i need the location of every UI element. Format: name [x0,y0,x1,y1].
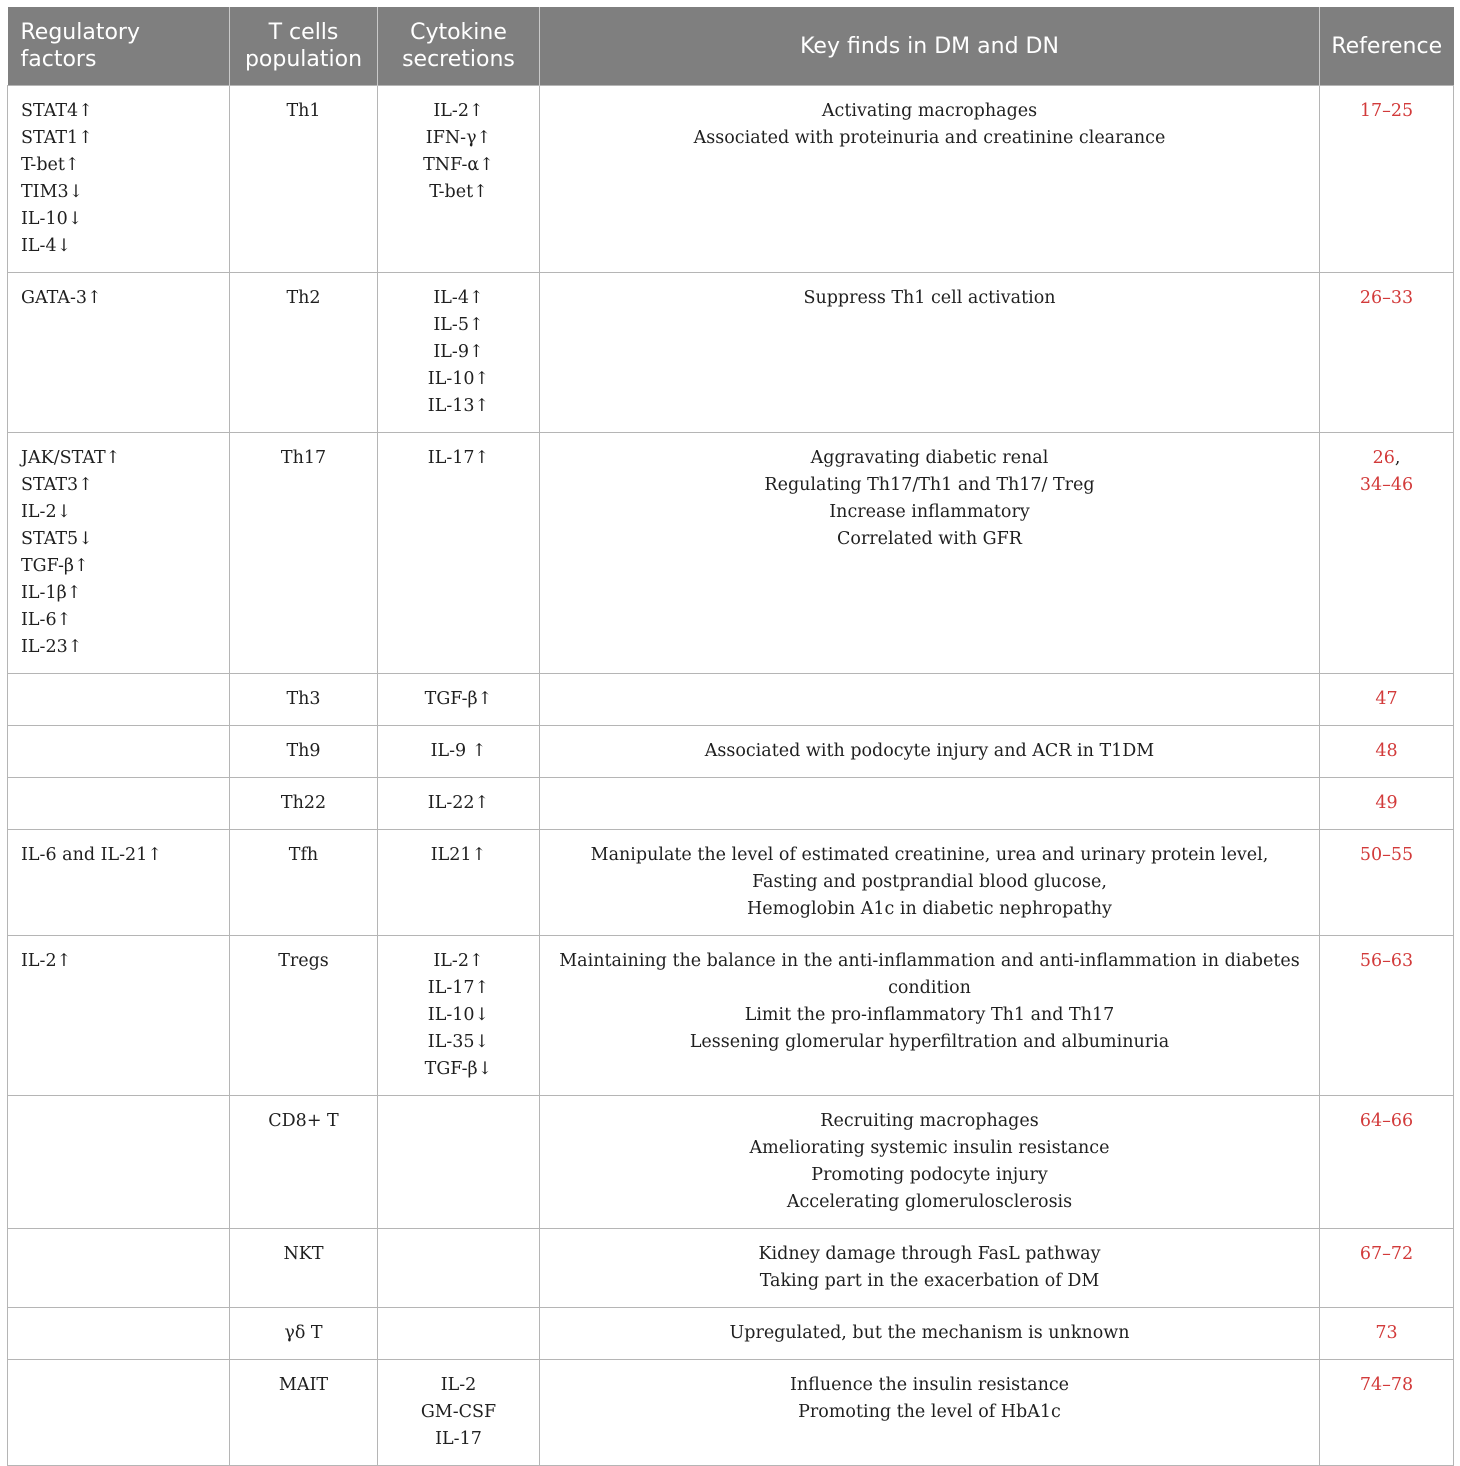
cytokine-secretions-cell [378,1360,540,1466]
cell-line: IL-17↑ [427,448,490,468]
t-cell-population-cell [230,273,378,433]
cell-line: TGF-β↑ [21,556,89,576]
regulatory-factors-cell [8,1308,230,1360]
regulatory-factors-cell [8,1096,230,1229]
cytokine-secretions-cell [378,86,540,273]
cell-line: Promoting the level of HbA1c [798,1402,1061,1422]
cell-line: STAT1↑ [21,128,93,148]
cell-line: TGF-β↓ [424,1059,493,1079]
t-cell-population-cell [230,936,378,1096]
key-findings-cell [540,936,1320,1096]
reference-cell [1320,1360,1454,1466]
reference-link[interactable]: 48 [1375,741,1398,761]
t-cell-population-cell [230,726,378,778]
key-findings-cell [540,830,1320,936]
table-row [8,1096,1454,1229]
table-row [8,1360,1454,1466]
key-findings-cell [540,433,1320,674]
regulatory-factors-cell [8,433,230,674]
cell-line: Hemoglobin A1c in diabetic nephropathy [747,899,1112,919]
regulatory-factors-cell [8,273,230,433]
table-row [8,86,1454,273]
key-findings-cell [540,726,1320,778]
cell-line: Maintaining the balance in the anti-inflammation and anti-inflammation in diabetes [559,951,1300,971]
cell-line: γδ T [284,1323,323,1343]
reference-link[interactable]: 26, [1372,448,1401,468]
reference-link[interactable]: 64–66 [1359,1111,1414,1131]
cell-line: Tfh [288,845,319,865]
regulatory-factors-cell [8,1360,230,1466]
regulatory-factors-cell [8,1229,230,1308]
table-row [8,726,1454,778]
header-key-finds: Key finds in DM and DN [540,7,1320,86]
cell-line: MAIT [278,1375,329,1395]
cell-line: IL-6↑ [21,610,72,630]
t-cell-population-cell [230,830,378,936]
cytokine-secretions-cell [378,1229,540,1308]
cell-line: IL-6 and IL-21↑ [21,845,162,865]
t-cell-population-cell [230,1096,378,1229]
cell-line: CD8+ T [268,1111,339,1131]
cell-line: STAT3↑ [21,475,93,495]
t-cell-population-cell [230,674,378,726]
cell-line: IL-2 [440,1375,477,1395]
cell-line: IL-9↑ [433,342,484,362]
cell-line: Taking part in the exacerbation of DM [759,1271,1100,1291]
cell-line: IL-23↑ [21,637,83,657]
reference-link[interactable]: 47 [1375,689,1398,709]
cell-line: Th2 [286,288,321,308]
reference-cell [1320,726,1454,778]
cell-line: IL-22↑ [427,793,490,813]
cell-line: GM-CSF [420,1402,497,1422]
regulatory-factors-cell [8,726,230,778]
cytokine-secretions-cell [378,1308,540,1360]
table-row [8,778,1454,830]
cytokine-secretions-cell [378,674,540,726]
cytokine-secretions-cell [378,830,540,936]
cell-line: Associated with podocyte injury and ACR in T1DM [704,741,1155,761]
cell-line: IL-35↓ [427,1032,490,1052]
reference-cell [1320,936,1454,1096]
cell-line: condition [888,978,971,998]
t-cell-population-cell [230,1360,378,1466]
cell-line: Th1 [286,101,321,121]
cell-line: Associated with proteinuria and creatinine clearance [693,128,1166,148]
reference-link[interactable]: 49 [1375,793,1398,813]
cell-line: Correlated with GFR [837,529,1022,549]
reference-cell [1320,1096,1454,1229]
cytokine-secretions-cell [378,433,540,674]
cell-line: Lessening glomerular hyperfiltration and albuminuria [689,1032,1170,1052]
cell-line: T-bet↑ [429,182,488,202]
cell-line: IL-9 ↑ [430,741,487,761]
cell-line: IL-17 [435,1429,482,1449]
cell-line: T-bet↑ [21,155,80,175]
cell-line: TNF-α↑ [423,155,494,175]
header-cytokine-secretions: Cytokine secretions [378,7,540,86]
cell-line: IL-10↓ [21,209,83,229]
cell-line: IL-10↑ [427,369,490,389]
reference-cell [1320,433,1454,674]
cell-line: Th3 [286,689,321,709]
cell-line: JAK/STAT↑ [21,448,121,468]
cell-line: Activating macrophages [821,101,1038,121]
cell-line: Th17 [280,448,327,468]
table-row [8,1308,1454,1360]
reference-separator: , [1394,448,1401,468]
key-findings-cell [540,86,1320,273]
key-findings-cell [540,1360,1320,1466]
regulatory-factors-cell [8,778,230,830]
cell-line: IL21↑ [430,845,487,865]
cell-line: Limit the pro-inflammatory Th1 and Th17 [744,1005,1115,1025]
reference-cell [1320,1308,1454,1360]
cytokine-secretions-cell [378,726,540,778]
cell-line: Fasting and postprandial blood glucose, [752,872,1107,892]
cell-line: STAT4↑ [21,101,93,121]
reference-cell [1320,830,1454,936]
cell-line: IL-17↑ [427,978,490,998]
cell-line: IL-5↑ [433,315,484,335]
key-findings-cell [540,778,1320,830]
cytokine-secretions-cell [378,273,540,433]
cell-line: Promoting podocyte injury [811,1165,1048,1185]
header-t-cells-population: T cells population [230,7,378,86]
cell-line: Aggravating diabetic renal [810,448,1049,468]
cell-line: Manipulate the level of estimated creatinine, urea and urinary protein level, [590,845,1269,865]
table-header [8,7,1454,86]
key-findings-cell [540,1308,1320,1360]
reference-link[interactable]: 67–72 [1359,1244,1414,1264]
cytokine-secretions-cell [378,778,540,830]
t-cell-population-cell [230,86,378,273]
table-row [8,273,1454,433]
reference-link[interactable]: 17–25 [1359,101,1414,121]
cell-line: Upregulated, but the mechanism is unknown [729,1323,1130,1343]
cell-line: NKT [283,1244,324,1264]
cell-line: Increase inflammatory [829,502,1030,522]
cell-line: GATA-3↑ [21,288,102,308]
cell-line: IL-13↑ [427,396,490,416]
cell-line: IL-4↑ [433,288,484,308]
cell-line: IFN-γ↑ [425,128,492,148]
reference-cell [1320,273,1454,433]
table-row [8,936,1454,1096]
cell-line: Suppress Th1 cell activation [803,288,1056,308]
table-row [8,1229,1454,1308]
regulatory-factors-cell [8,86,230,273]
cell-line: Th22 [280,793,327,813]
header-regulatory-factors: Regulatory factors [8,7,230,86]
cell-line: IL-2↓ [21,502,72,522]
reference-cell [1320,674,1454,726]
reference-cell [1320,1229,1454,1308]
cell-line: Tregs [278,951,329,971]
table-row [8,674,1454,726]
cytokine-secretions-cell [378,936,540,1096]
cell-line: Kidney damage through FasL pathway [758,1244,1101,1264]
reference-link[interactable]: 73 [1375,1323,1398,1343]
reference-link[interactable]: 74–78 [1359,1375,1414,1395]
key-findings-cell [540,1229,1320,1308]
cell-line: Th9 [286,741,321,761]
reference-link[interactable]: 56–63 [1359,951,1414,971]
reference-cell [1320,778,1454,830]
cell-line: IL-2↑ [433,101,484,121]
t-cell-population-cell [230,1229,378,1308]
cell-line: Influence the insulin resistance [789,1375,1070,1395]
table-row [8,433,1454,674]
cell-line: STAT5↓ [21,529,93,549]
t-cell-population-cell [230,433,378,674]
t-cell-population-cell [230,1308,378,1360]
key-findings-cell [540,273,1320,433]
table-body [8,86,1454,1466]
cell-line: Regulating Th17/Th1 and Th17/ Treg [764,475,1095,495]
cell-line: IL-10↓ [427,1005,490,1025]
cell-line: Ameliorating systemic insulin resistance [749,1138,1110,1158]
cytokine-secretions-cell [378,1096,540,1229]
key-findings-cell [540,1096,1320,1229]
regulatory-factors-cell [8,936,230,1096]
reference-link[interactable]: 50–55 [1359,845,1414,865]
reference-link[interactable]: 26–33 [1359,288,1414,308]
key-findings-cell [540,674,1320,726]
reference-cell [1320,86,1454,273]
cell-line: IL-2↑ [21,951,72,971]
regulatory-factors-cell [8,830,230,936]
header-reference: Reference [1320,7,1454,86]
t-cell-table [7,7,1454,1466]
cell-line: Recruiting macrophages [820,1111,1039,1131]
cell-line: IL-1β↑ [21,583,82,603]
reference-link[interactable]: 34–46 [1359,475,1414,495]
cell-line: IL-4↓ [21,236,72,256]
t-cell-population-cell [230,778,378,830]
cell-line: IL-2↑ [433,951,484,971]
cell-line: TIM3↓ [21,182,84,202]
regulatory-factors-cell [8,674,230,726]
table-row [8,830,1454,936]
cell-line: Accelerating glomerulosclerosis [786,1192,1073,1212]
cell-line: TGF-β↑ [424,689,493,709]
